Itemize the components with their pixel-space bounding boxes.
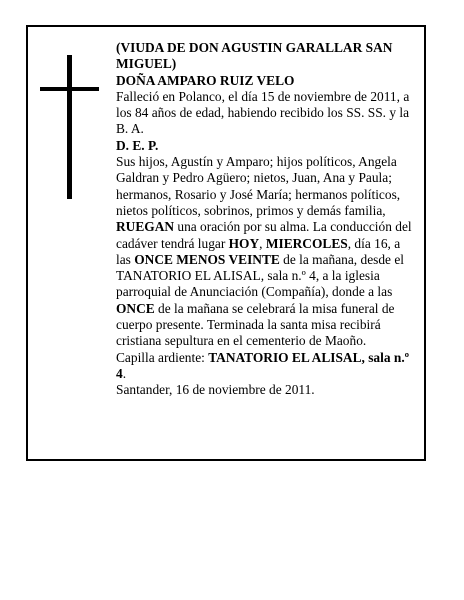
funeral-time: ONCE MENOS VEINTE [134,251,280,267]
comma-text: , [259,235,266,251]
mass-time: ONCE [116,300,155,316]
miercoles-text: MIERCOLES [265,235,348,251]
cross-icon [40,55,99,199]
chapel-label: Capilla ardiente: [116,349,209,365]
prayer-text: una oración por su alma. La conducción del cadáver tendrá lugar [116,219,412,251]
widow-line: (VIUDA DE DON AGUSTIN GARALLAR SAN MIGUEL) [116,40,393,72]
family-list: Sus hijos, Agustín y Amparo; hijos políticos, Angela Galdran y Pedro Agüero; nietos, Juan, Ana y Paula; hermanos, Rosario y José María; hermanos políticos, nietos políticos, sobrinos, primos y demás familia, [116,154,401,218]
hoy-text: HOY [228,235,260,251]
place-date: Santander, 16 de noviembre de 2011. [116,382,315,398]
chapel-place: TANATORIO EL ALISAL, sala n.º 4 [116,349,410,381]
day-text: , día 16, a las [116,235,401,267]
chapel-period: . [122,365,127,381]
obituary-notice [26,25,426,461]
deceased-name: DOÑA AMPARO RUIZ VELO [116,72,295,88]
chapel-line [116,350,418,383]
funeral-route: de la mañana, desde el TANATORIO EL ALISAL, sala n.º 4, a la iglesia parroquial de Anunciación (Compañía), donde a las [116,251,405,300]
notice-text [116,40,418,399]
family-paragraph [116,154,418,350]
cross-vertical-bar [67,55,72,199]
cross-horizontal-bar [40,87,99,91]
rest-in-peace: D. E. P. [116,137,159,153]
ruegan-text: RUEGAN [116,219,175,235]
death-details: Falleció en Polanco, el día 15 de noviembre de 2011, a los 84 años de edad, habiendo recibido los SS. SS. y la B. A. [116,88,410,137]
mass-details: de la mañana se celebrará la misa funeral de cuerpo presente. Terminada la santa misa recibirá cristiana sepultura en el cementerio de Maoño. [116,300,395,349]
